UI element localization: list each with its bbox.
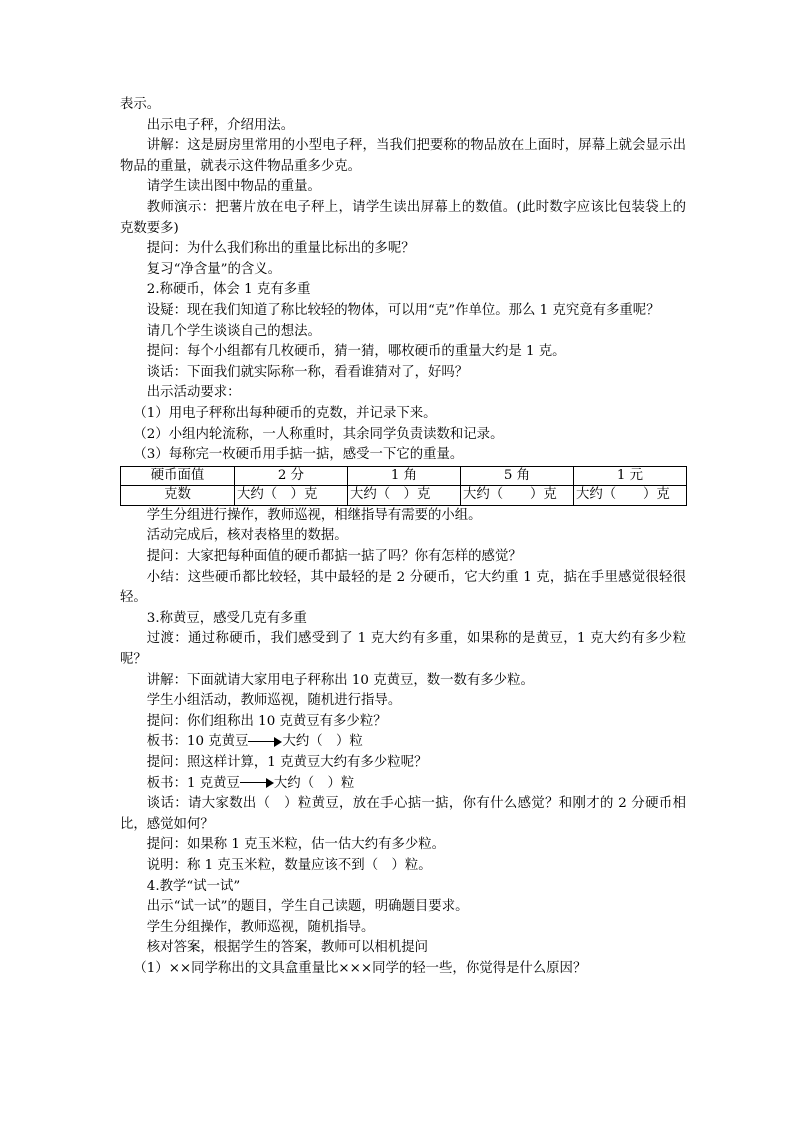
table-row: [121, 486, 687, 506]
paragraph: 学生分组进行操作，教师巡视，相继指导有需要的小组。: [146, 507, 482, 523]
paragraph: 提问：每个小组都有几枚硬币，猜一猜，哪枚硬币的重量大约是 1 克。: [146, 344, 566, 360]
board-note-prefix: 板书：10 克黄豆: [146, 734, 249, 750]
table-header-label: 硬币面值: [121, 466, 235, 486]
section-heading: 2.称硬币，体会 1 克有多重: [146, 282, 311, 298]
paragraph: 学生分组操作，教师巡视，随机指导。: [146, 919, 375, 935]
paragraph: 讲解：这是厨房里常用的小型电子秤，当我们把要称的物品放在上面时，屏幕上就会显示出物品的重量，就表示这件物品重多少克。: [120, 138, 686, 174]
section-heading: 4.教学“试一试”: [146, 878, 241, 894]
table-header-cell: 1 元: [574, 466, 687, 486]
table-cell: 大约（ ）克: [348, 486, 461, 506]
board-note-suffix: 大约（ ）粒: [282, 734, 363, 750]
paragraph: 提问：如果称 1 克玉米粒，估一估大约有多少粒。: [146, 837, 446, 853]
table-header-cell: 5 角: [461, 466, 574, 486]
table-row-label: 克数: [121, 486, 235, 506]
paragraph: 谈话：请大家数出（ ）粒黄豆，放在手心掂一掂，你有什么感觉？和刚才的 2 分硬币相比，感觉如何？: [120, 796, 686, 832]
paragraph: 出示“试一试”的题目，学生自己读题，明确题目要求。: [146, 899, 469, 915]
list-item: （2）小组内轮流称，一人称重时，其余同学负责读数和记录。: [133, 426, 504, 442]
paragraph: 出示电子秤，介绍用法。: [146, 117, 295, 133]
paragraph: 复习“净含量”的含义。: [146, 261, 282, 277]
list-item: （3）每称完一枚硬币用手掂一掂，感受一下它的重量。: [133, 447, 464, 463]
paragraph: 提问：为什么我们称出的重量比标出的多呢？: [146, 241, 415, 257]
board-note-suffix: 大约（ ）粒: [273, 775, 355, 791]
paragraph: 谈话：下面我们就实际称一称，看看谁猜对了，好吗？: [146, 364, 469, 380]
list-item: （1）用电子秤称出每种硬币的克数，并记录下来。: [133, 405, 437, 421]
paragraph: 说明：称 1 克玉米粒，数量应该不到（ ）粒。: [146, 857, 432, 873]
document-page: [120, 95, 686, 980]
table-cell: 大约（ ）克: [235, 486, 348, 506]
paragraph: 设疑：现在我们知道了称比较轻的物体，可以用“克”作单位。那么 1 克究竟有多重呢？: [146, 302, 660, 318]
board-note: [120, 774, 686, 795]
paragraph: 核对答案，根据学生的答案，教师可以相机提问: [146, 940, 428, 956]
paragraph: 提问：大家把每种面值的硬币都掂一掂了吗？你有怎样的感觉？: [146, 549, 522, 565]
paragraph: 提问：照这样计算，1 克黄豆大约有多少粒呢？: [146, 755, 428, 770]
table-header-row: [121, 466, 687, 486]
arrow-right-icon: [248, 737, 282, 747]
paragraph: 请学生读出图中物品的重量。: [146, 179, 321, 195]
arrow-right-icon: [240, 778, 274, 788]
paragraph: 教师演示：把薯片放在电子秤上，请学生读出屏幕上的数值。(此时数字应该比包装袋上的克数要多): [120, 199, 686, 236]
paragraph: 请几个学生谈谈自己的想法。: [146, 323, 321, 339]
table-cell: 大约（ ）克: [461, 486, 574, 506]
board-note-prefix: 板书：1 克黄豆: [146, 775, 240, 791]
table-header-cell: 1 角: [348, 466, 461, 486]
paragraph: 过渡：通过称硬币，我们感受到了 1 克大约有多重，如果称的是黄豆，1 克大约有多少粒呢？: [120, 631, 686, 668]
paragraph: 学生小组活动，教师巡视，随机进行指导。: [146, 693, 402, 709]
paragraph: 提问：你们组称出 10 克黄豆有多少粒？: [146, 713, 387, 729]
paragraph: 活动完成后，核对表格里的数据。: [146, 528, 348, 544]
table-header-cell: 2 分: [235, 466, 348, 486]
table-cell: 大约（ ）克: [574, 486, 687, 506]
section-heading: 3.称黄豆，感受几克有多重: [146, 610, 307, 626]
coin-weight-table: [120, 466, 687, 506]
paragraph: 表示。: [120, 97, 161, 112]
paragraph: 讲解：下面就请大家用电子秤称出 10 克黄豆，数一数有多少粒。: [146, 672, 534, 688]
list-item: （1）××同学称出的文具盒重量比×××同学的轻一些，你觉得是什么原因？: [133, 960, 587, 976]
paragraph: 出示活动要求：: [146, 385, 241, 401]
board-note: [120, 732, 686, 753]
paragraph: 小结：这些硬币都比较轻，其中最轻的是 2 分硬币，它大约重 1 克，掂在手里感觉很轻很轻。: [120, 569, 686, 606]
